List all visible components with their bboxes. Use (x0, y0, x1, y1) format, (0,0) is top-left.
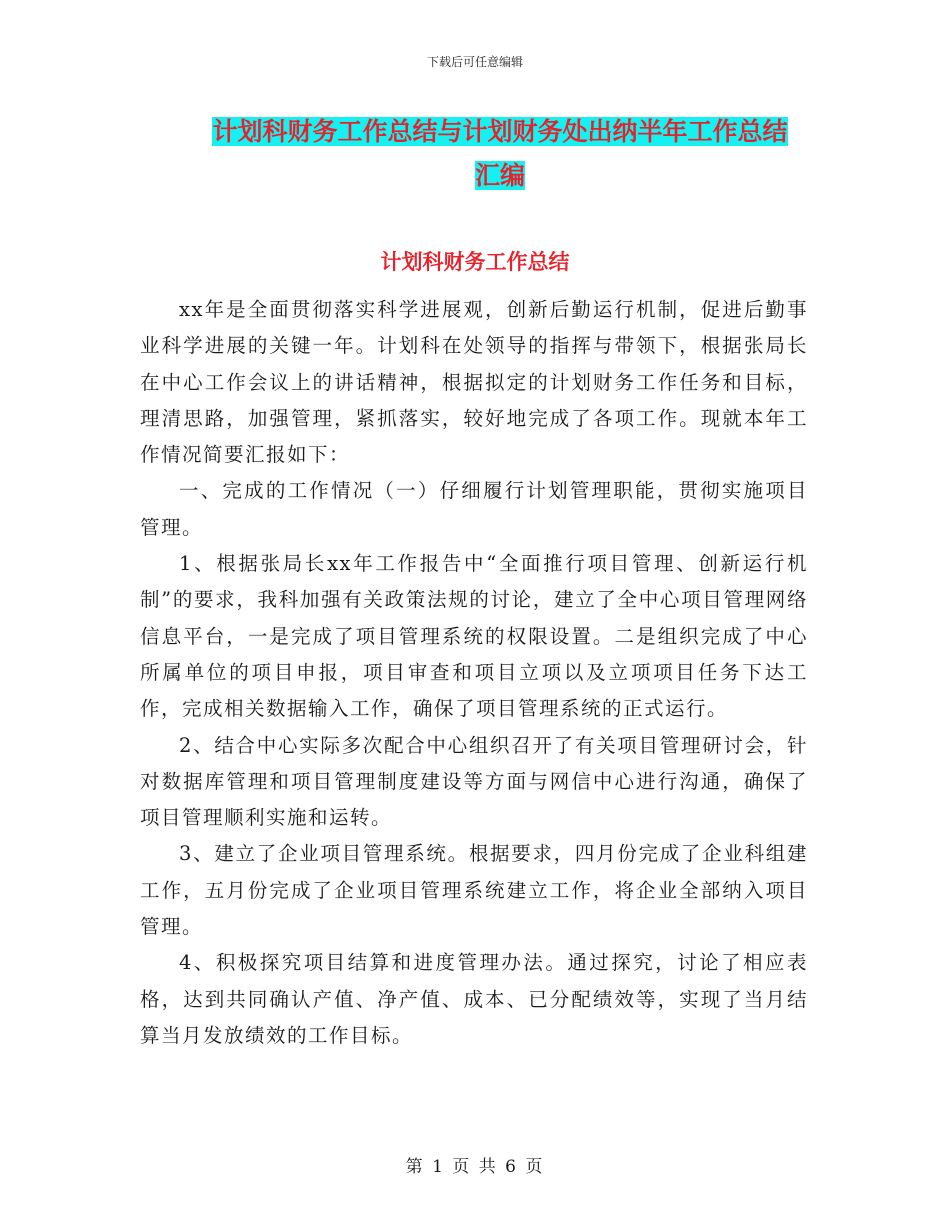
title-line-2: 汇编 (474, 161, 525, 190)
title-line-1: 计划科财务工作总结与计划财务处出纳半年工作总结 (212, 117, 788, 146)
paragraph: 3、建立了企业项目管理系统。根据要求，四月份完成了企业科组建工作，五月份完成了企业项目管理系统建立工作，将企业全部纳入项目管理。 (140, 842, 808, 939)
section-heading: 计划科财务工作总结 (380, 250, 570, 274)
document-body (140, 292, 808, 1054)
header-note: 下载后可任意编辑 (426, 55, 523, 69)
document-title (140, 110, 860, 198)
paragraph: 4、积极探究项目结算和进度管理办法。通过探究，讨论了相应表格，达到共同确认产值、净产值、成本、已分配绩效等，实现了当月结算当月发放绩效的工作目标。 (140, 951, 808, 1047)
paragraph: 1、根据张局长xx年工作报告中“全面推行项目管理、创新运行机制”的要求，我科加强有关政策法规的讨论，建立了全中心项目管理网络信息平台，一是完成了项目管理系统的权限设置。二是组织完成了中心所属单位的项目申报，项目审查和项目立项以及立项项目任务下达工作，完成相关数据输入工作，确保了项目管理系统的正式运行。 (140, 552, 808, 721)
paragraph: 一、完成的工作情况（一）仔细履行计划管理职能，贯彻实施项目管理。 (140, 479, 808, 539)
page-number-footer: 第 1 页 共 6 页 (405, 1157, 545, 1177)
paragraph: 2、结合中心实际多次配合中心组织召开了有关项目管理研讨会，针对数据库管理和项目管理制度建设等方面与网信中心进行沟通，确保了项目管理顺利实施和运转。 (140, 733, 808, 830)
paragraph: xx年是全面贯彻落实科学进展观，创新后勤运行机制，促进后勤事业科学进展的关键一年。计划科在处领导的指挥与带领下，根据张局长在中心工作会议上的讲话精神，根据拟定的计划财务工作任务和目标，理清思路，加强管理，紧抓落实，较好地完成了各项工作。现就本年工作情况简要汇报如下： (140, 298, 808, 467)
